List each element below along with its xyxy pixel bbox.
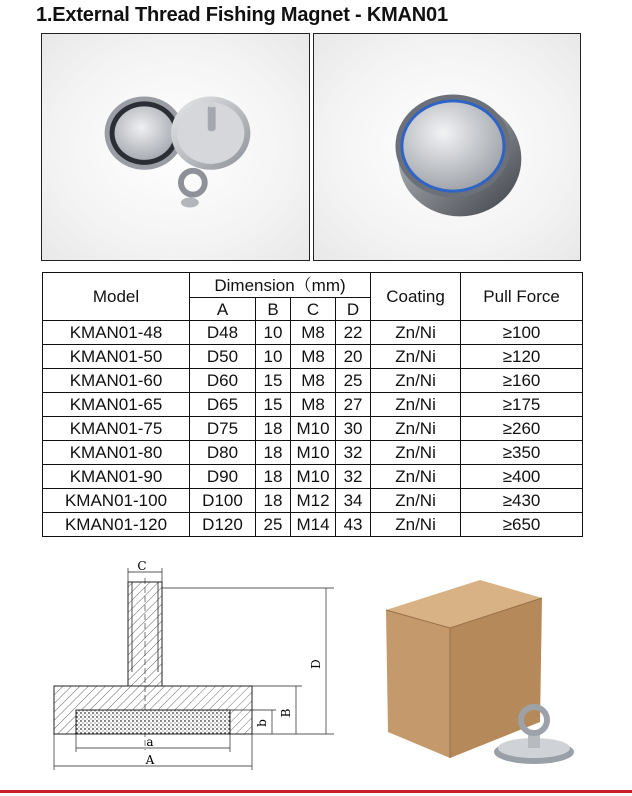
cell-a: D100 bbox=[190, 489, 256, 513]
cell-pull: ≥160 bbox=[461, 369, 583, 393]
cell-coating: Zn/Ni bbox=[371, 345, 461, 369]
cell-d: 22 bbox=[336, 321, 371, 345]
cell-c: M10 bbox=[291, 441, 336, 465]
header-dimension: Dimension（mm) bbox=[190, 273, 371, 298]
cell-b: 18 bbox=[256, 441, 291, 465]
cell-model: KMAN01-60 bbox=[43, 369, 190, 393]
cell-coating: Zn/Ni bbox=[371, 489, 461, 513]
header-c: C bbox=[291, 298, 336, 321]
cell-b: 18 bbox=[256, 489, 291, 513]
table-row bbox=[43, 393, 583, 417]
cell-a: D120 bbox=[190, 513, 256, 537]
cell-model: KMAN01-80 bbox=[43, 441, 190, 465]
cell-coating: Zn/Ni bbox=[371, 369, 461, 393]
cell-model: KMAN01-48 bbox=[43, 321, 190, 345]
cell-c: M8 bbox=[291, 369, 336, 393]
cell-model: KMAN01-90 bbox=[43, 465, 190, 489]
label-a-upper: A bbox=[145, 753, 155, 767]
product-photo-parts bbox=[41, 33, 310, 261]
cell-model: KMAN01-50 bbox=[43, 345, 190, 369]
header-coating: Coating bbox=[371, 273, 461, 321]
cell-c: M10 bbox=[291, 417, 336, 441]
cell-c: M8 bbox=[291, 321, 336, 345]
cell-pull: ≥350 bbox=[461, 441, 583, 465]
cell-pull: ≥175 bbox=[461, 393, 583, 417]
header-pull-force: Pull Force bbox=[461, 273, 583, 321]
cell-a: D60 bbox=[190, 369, 256, 393]
cell-pull: ≥400 bbox=[461, 465, 583, 489]
cell-model: KMAN01-100 bbox=[43, 489, 190, 513]
cell-model: KMAN01-65 bbox=[43, 393, 190, 417]
cell-b: 10 bbox=[256, 321, 291, 345]
cell-pull: ≥120 bbox=[461, 345, 583, 369]
table-row bbox=[43, 369, 583, 393]
cell-coating: Zn/Ni bbox=[371, 513, 461, 537]
table-row bbox=[43, 345, 583, 369]
cell-d: 30 bbox=[336, 417, 371, 441]
cell-c: M12 bbox=[291, 489, 336, 513]
cell-d: 27 bbox=[336, 393, 371, 417]
cell-d: 25 bbox=[336, 369, 371, 393]
product-photo-face bbox=[313, 33, 581, 261]
cell-d: 20 bbox=[336, 345, 371, 369]
table-row bbox=[43, 489, 583, 513]
label-c: C bbox=[137, 560, 147, 573]
table-row bbox=[43, 321, 583, 345]
cell-pull: ≥430 bbox=[461, 489, 583, 513]
cell-d: 43 bbox=[336, 513, 371, 537]
header-d: D bbox=[336, 298, 371, 321]
cell-a: D65 bbox=[190, 393, 256, 417]
bottom-divider bbox=[0, 790, 632, 793]
cell-model: KMAN01-75 bbox=[43, 417, 190, 441]
cell-a: D48 bbox=[190, 321, 256, 345]
cell-pull: ≥260 bbox=[461, 417, 583, 441]
cell-c: M8 bbox=[291, 345, 336, 369]
cell-b: 15 bbox=[256, 369, 291, 393]
cell-a: D90 bbox=[190, 465, 256, 489]
cell-model: KMAN01-120 bbox=[43, 513, 190, 537]
cell-pull: ≥650 bbox=[461, 513, 583, 537]
table-row bbox=[43, 417, 583, 441]
cell-c: M8 bbox=[291, 393, 336, 417]
cell-a: D80 bbox=[190, 441, 256, 465]
cell-b: 25 bbox=[256, 513, 291, 537]
cell-a: D50 bbox=[190, 345, 256, 369]
cell-d: 32 bbox=[336, 441, 371, 465]
label-d: D bbox=[309, 659, 323, 669]
cell-b: 10 bbox=[256, 345, 291, 369]
cell-coating: Zn/Ni bbox=[371, 417, 461, 441]
table-row bbox=[43, 513, 583, 537]
cell-b: 18 bbox=[256, 465, 291, 489]
header-a: A bbox=[190, 298, 256, 321]
technical-drawing bbox=[36, 560, 346, 782]
cell-b: 18 bbox=[256, 417, 291, 441]
header-b: B bbox=[256, 298, 291, 321]
spec-table bbox=[42, 272, 583, 537]
cell-coating: Zn/Ni bbox=[371, 321, 461, 345]
cell-coating: Zn/Ni bbox=[371, 393, 461, 417]
cell-d: 34 bbox=[336, 489, 371, 513]
label-b-lower: b bbox=[255, 719, 269, 727]
table-row bbox=[43, 441, 583, 465]
cell-coating: Zn/Ni bbox=[371, 465, 461, 489]
label-a-lower: a bbox=[146, 735, 154, 749]
table-row bbox=[43, 465, 583, 489]
page-title: 1.External Thread Fishing Magnet - KMAN01 bbox=[36, 4, 448, 26]
cell-d: 32 bbox=[336, 465, 371, 489]
cell-c: M10 bbox=[291, 465, 336, 489]
cell-b: 15 bbox=[256, 393, 291, 417]
header-model: Model bbox=[43, 273, 190, 321]
cell-pull: ≥100 bbox=[461, 321, 583, 345]
cell-a: D75 bbox=[190, 417, 256, 441]
packaging-box-photo bbox=[376, 572, 592, 780]
label-b-upper: B bbox=[279, 708, 293, 718]
cell-coating: Zn/Ni bbox=[371, 441, 461, 465]
cell-c: M14 bbox=[291, 513, 336, 537]
